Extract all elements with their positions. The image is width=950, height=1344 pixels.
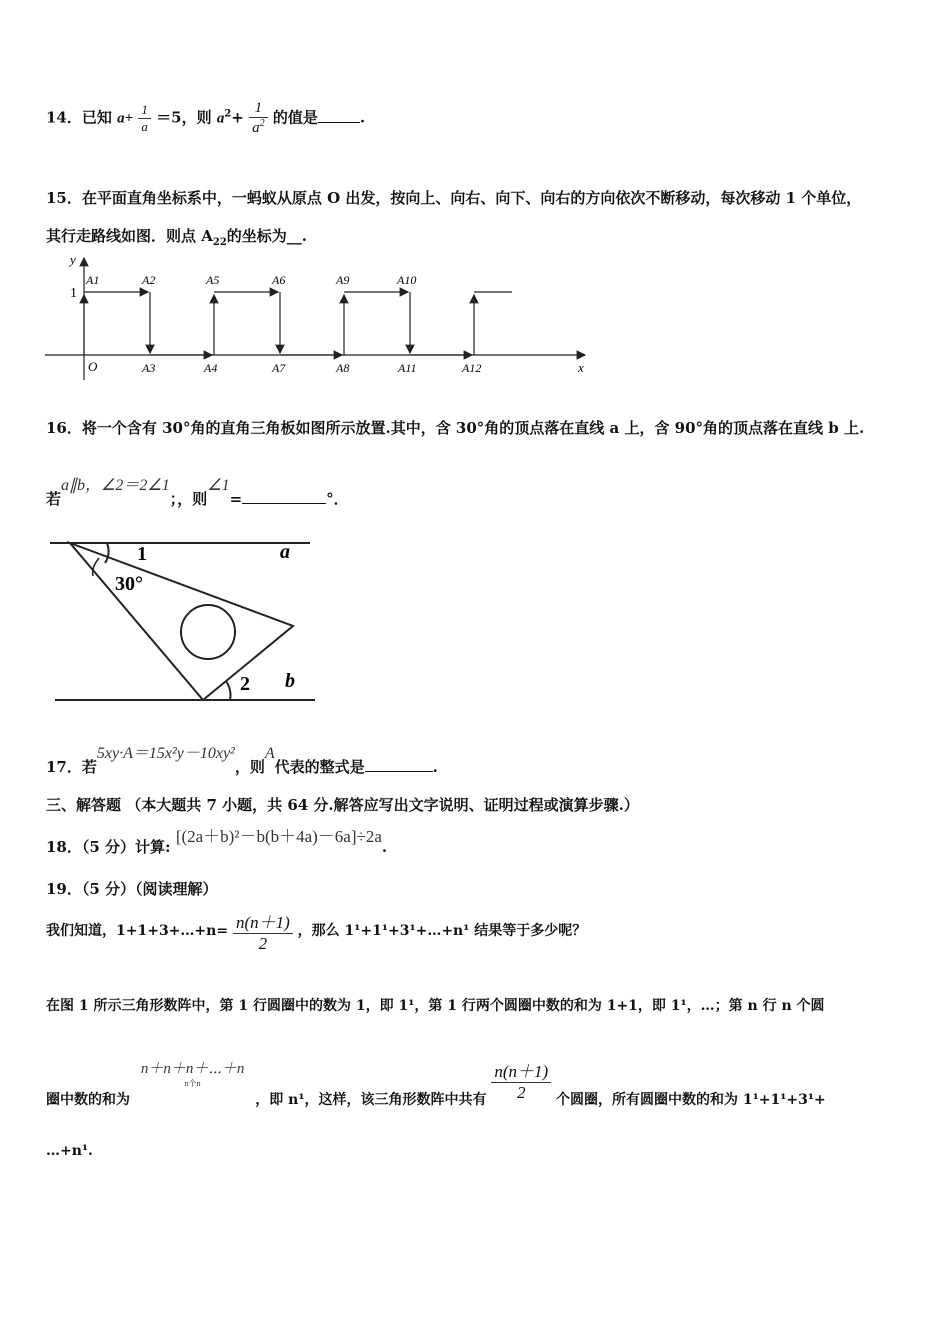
q14-expr-a2: a [216,110,225,127]
x-axis-label: x [578,360,584,375]
angle-30-label: 30° [115,573,143,595]
point-label-top-5: A10 [397,273,417,287]
question-18: 18．（5 分）计算: [(2a＋b)²－b(b＋4a)－6a]÷2a. [46,827,388,856]
q14-fraction-1: $\frac{1}{a}$ [138,102,151,135]
point-label-bottom-4: A11 [398,361,417,375]
point-label-bottom-1: A4 [204,361,218,375]
q16-answer-blank [242,503,326,504]
q19-sum-expression: n＋n＋n＋⋯＋n n个n [140,1061,245,1088]
q19-paragraph-4: …+n¹. [46,1143,93,1159]
triangle-hole [181,605,235,659]
q16-line-2: 若a∥b，∠2＝2∠1；，则∠1= °． [46,477,349,508]
point-label-top-3: A6 [272,273,286,287]
point-label-top-2: A5 [206,273,220,287]
point-label-top-4: A9 [336,273,350,287]
q15-line-2: 其行走路线如图．则点 $A_{22}$的坐标为__. [46,227,308,248]
q16-line-1: 16．将一个含有 30°角的直角三角板如图所示放置.其中，含 30°角的顶点落在直线 a 上，含 90°角的顶点落在直线 b 上. [46,419,865,437]
point-label-top-0: A1 [86,273,100,287]
q17-formula: 5xy·A＝15x²y－10xy² [96,745,235,762]
question-14: 14．已知 a+ $\frac{1}{a}$ ＝5，则 $a^2+$ $\frac{1}{a^2}$ 的值是 . [46,100,366,136]
q19-fraction-2: $\frac{n(n+1)}{2}$ [491,1057,551,1103]
q14-answer-blank [318,122,360,123]
q15-line-1: 15．在平面直角坐标系中，一蚂蚁从原点 O 出发，按向上、向右、向下、向右的方向依次不断移动，每次移动 1 个单位， [46,189,862,207]
q19-heading: 19．（5 分）（阅读理解） [46,880,218,898]
q18-formula: [(2a＋b)²－b(b＋4a)－6a]÷2a [175,827,382,846]
q16-triangle-figure [45,530,325,715]
origin-label: O [88,359,98,374]
point-label-bottom-3: A8 [336,361,350,375]
point-label-bottom-0: A3 [142,361,156,375]
q14-number: 14．已知 [46,108,112,127]
q14-equals: ＝5，则 [156,108,212,127]
question-17: 17．若5xy·A＝15x²y－10xy²，则A代表的整式是 . [46,745,438,776]
q17-answer-blank [365,771,433,772]
q19-paragraph-1: 我们知道，1+1+3+…+n= $\frac{n(n+1)}{2}$ ，那么 1¹+1¹+3¹+…+n¹ 结果等于多少呢？ [46,908,586,954]
line-a-label: a [280,541,290,563]
q19-paragraph-3: 圈中数的和为 n＋n＋n＋⋯＋n n个n ，即 n¹，这样，该三角形数阵中共有 $\frac{n(n+1)}{2}$ 个圆圈，所有圆圈中数的和为 1¹+1¹+3¹+ [46,1057,826,1109]
point-label-bottom-5: A12 [462,361,482,375]
angle-2-label: 2 [240,673,250,695]
line-b-label: b [285,670,295,692]
q19-paragraph-2: 在图 1 所示三角形数阵中，第 1 行圆圈中的数为 1，即 1¹，第 1 行两个圆圈中数的和为 1+1，即 1¹，…；第 n 行 n 个圆 [46,998,825,1014]
q16-condition: a∥b，∠2＝2∠1 [61,477,170,494]
point-label-top-1: A2 [142,273,156,287]
point-label-bottom-2: A7 [272,361,286,375]
q15-ant-path-figure [40,250,600,380]
y-axis-label: y [70,252,76,267]
triangle-plate [70,543,293,700]
section-3-heading: 三、解答题 （本大题共 7 小题，共 64 分.解答应写出文字说明、证明过程或演算步骤.） [46,796,639,814]
q19-fraction-1: $\frac{n(n+1)}{2}$ [233,908,293,954]
q14-tail: 的值是 [272,108,318,127]
angle-1-label: 1 [137,543,147,565]
tick-1-label: 1 [70,286,77,301]
q14-expr-a: a+ [117,110,134,127]
q14-fraction-2: $\frac{1}{a^2}$ [249,100,268,137]
